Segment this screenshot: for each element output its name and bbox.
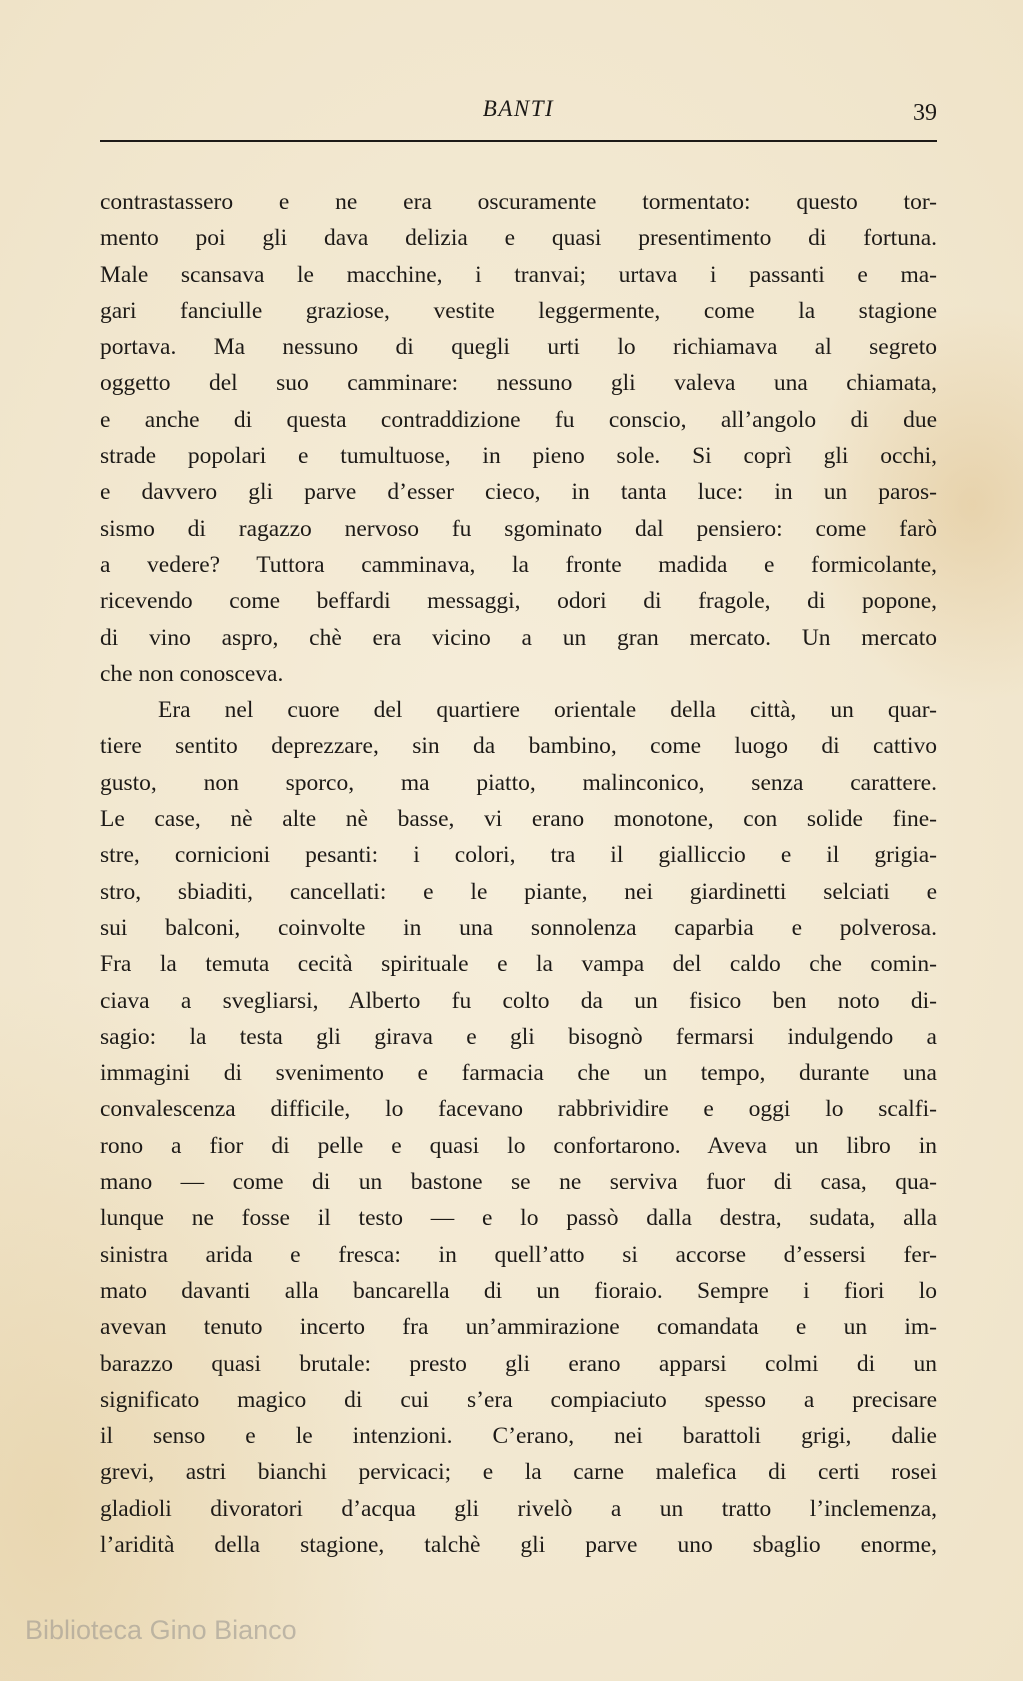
text-line: stre, cornicioni pesanti: i colori, tra il gialliccio e il grigia- xyxy=(100,842,937,869)
text-line: Fra la temuta cecità spirituale e la vampa del caldo che comin- xyxy=(100,951,937,978)
text-line: di vino aspro, chè era vicino a un gran mercato. Un mercato xyxy=(100,624,937,651)
text-line: gusto, non sporco, ma piatto, malinconico, senza carattere. xyxy=(100,769,937,796)
text-line: il senso e le intenzioni. C’erano, nei barattoli grigi, dalie xyxy=(100,1423,937,1450)
text-line: sismo di ragazzo nervoso fu sgominato dal pensiero: come farò xyxy=(100,515,937,542)
text-line: significato magico di cui s’era compiaciuto spesso a precisare xyxy=(100,1386,937,1413)
library-watermark: Biblioteca Gino Bianco xyxy=(25,1615,297,1645)
paragraph xyxy=(100,692,937,1563)
text-line: Male scansava le macchine, i tranvai; urtava i passanti e ma- xyxy=(100,261,937,288)
page-number: 39 xyxy=(913,100,937,126)
running-head xyxy=(100,96,937,130)
body-text xyxy=(100,184,937,1563)
text-line: gari fanciulle graziose, vestite leggermente, come la stagione xyxy=(100,297,937,324)
text-line: Era nel cuore del quartiere orientale della città, un quar- xyxy=(158,697,937,724)
text-line: a vedere? Tuttora camminava, la fronte madida e formicolante, xyxy=(100,551,937,578)
running-title: BANTI xyxy=(482,96,555,121)
text-line: l’aridità della stagione, talchè gli parve uno sbaglio enorme, xyxy=(100,1531,937,1558)
text-line: sinistra arida e fresca: in quell’atto si accorse d’essersi fer- xyxy=(100,1241,937,1268)
text-line: portava. Ma nessuno di quegli urti lo richiamava al segreto xyxy=(100,334,937,361)
text-line: immagini di svenimento e farmacia che un tempo, durante una xyxy=(100,1060,937,1087)
text-line: gladioli divoratori d’acqua gli rivelò a un tratto l’inclemenza, xyxy=(100,1495,937,1522)
text-line: sagio: la testa gli girava e gli bisognò fermarsi indulgendo a xyxy=(100,1023,937,1050)
text-line: avevan tenuto incerto fra un’ammirazione comandata e un im- xyxy=(100,1314,937,1341)
text-line: oggetto del suo camminare: nessuno gli valeva una chiamata, xyxy=(100,370,937,397)
text-line: contrastassero e ne era oscuramente tormentato: questo tor- xyxy=(100,189,937,215)
text-line: convalescenza difficile, lo facevano rabbrividire e oggi lo scalfi- xyxy=(100,1096,937,1123)
text-line: barazzo quasi brutale: presto gli erano apparsi colmi di un xyxy=(100,1350,937,1377)
text-line: mano — come di un bastone se ne serviva fuor di casa, qua- xyxy=(100,1169,937,1196)
text-line: mento poi gli dava delizia e quasi presentimento di fortuna. xyxy=(100,225,937,252)
text-line: ciava a svegliarsi, Alberto fu colto da un fisico ben noto di- xyxy=(100,987,937,1014)
text-line: e davvero gli parve d’esser cieco, in tanta luce: in un paros- xyxy=(100,479,937,506)
text-line: che non conosceva. xyxy=(100,660,284,687)
text-line: stro, sbiaditi, cancellati: e le piante, nei giardinetti selciati e xyxy=(100,878,937,905)
text-line: lunque ne fosse il testo — e lo passò dalla destra, sudata, alla xyxy=(100,1205,937,1232)
text-line: tiere sentito deprezzare, sin da bambino, come luogo di cattivo xyxy=(100,733,937,760)
text-line: sui balconi, coinvolte in una sonnolenza caparbia e polverosa. xyxy=(100,914,937,941)
text-line: grevi, astri bianchi pervicaci; e la carne malefica di certi rosei xyxy=(100,1459,937,1486)
text-line: rono a fior di pelle e quasi lo confortarono. Aveva un libro in xyxy=(100,1132,937,1159)
text-line: mato davanti alla bancarella di un fioraio. Sempre i fiori lo xyxy=(100,1277,937,1304)
text-line: strade popolari e tumultuose, in pieno sole. Si coprì gli occhi, xyxy=(100,443,937,470)
paragraph xyxy=(100,184,937,692)
text-line: e anche di questa contraddizione fu conscio, all’angolo di due xyxy=(100,406,937,433)
text-line: ricevendo come beffardi messaggi, odori di fragole, di popone, xyxy=(100,588,937,615)
header-rule xyxy=(100,140,937,142)
text-line: Le case, nè alte nè basse, vi erano monotone, con solide fine- xyxy=(100,806,937,833)
